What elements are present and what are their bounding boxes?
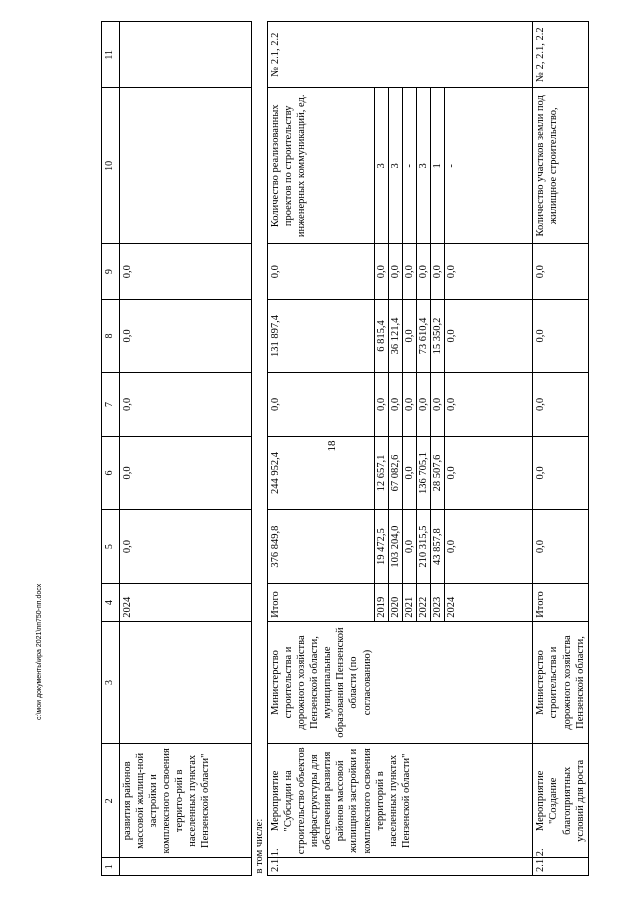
header-cell: 11 xyxy=(102,22,120,89)
cell-indicator-value: 3 xyxy=(374,88,388,244)
cell-indicator-value: 3 xyxy=(388,88,402,244)
cell xyxy=(119,22,251,89)
cell-value: 0,0 xyxy=(402,437,416,510)
header-cell: 5 xyxy=(102,509,120,584)
header-cell: 1 xyxy=(102,858,120,876)
page-number: 18 xyxy=(326,440,338,452)
cell xyxy=(119,858,251,876)
cell-value: 0,0 xyxy=(402,244,416,300)
table-row xyxy=(533,22,589,876)
cell-executor: Министерство строительства и дорожного хозяйства Пензенской области, муниципальные образования Пензенской области (по согласованию) xyxy=(267,621,533,743)
cell-indicator-value: 3 xyxy=(417,88,431,244)
cell-total-label: Итого xyxy=(267,584,374,621)
header-cell: 4 xyxy=(102,584,120,621)
cell-value: 0,0 xyxy=(388,244,402,300)
table-row xyxy=(119,22,251,876)
cell-value: 0,0 xyxy=(402,300,416,373)
in-total-label: в том числе: xyxy=(251,22,267,876)
cell-value: 0,0 xyxy=(533,300,589,373)
cell-year: 2024 xyxy=(445,584,533,621)
cell xyxy=(119,621,251,743)
cell-value: 0,0 xyxy=(267,372,374,436)
cell-value: 0,0 xyxy=(533,437,589,510)
cell-executor: Министерство строительства и дорожного хозяйства Пензенской области, xyxy=(533,621,589,743)
cell-indicator: Количество участков земли под жилищное строительство, xyxy=(533,88,589,244)
cell-year: 2021 xyxy=(402,584,416,621)
cell-value: 244 952,4 xyxy=(267,437,374,510)
cell-value: 67 082,6 xyxy=(388,437,402,510)
header-cell: 7 xyxy=(102,372,120,436)
cell-indicator: Количество реализованных проектов по строительству инженерных коммуникаций, ед. xyxy=(267,88,374,244)
cell-value: 15 350,2 xyxy=(431,300,445,373)
cell-value: 12 657,1 xyxy=(374,437,388,510)
cell-measure-name: развития районов массовой жилищ-ной застройки и комплексного освоения террито-рий в населенных пунктах Пензенской области" xyxy=(119,744,251,858)
cell xyxy=(119,88,251,244)
header-cell: 6 xyxy=(102,437,120,510)
cell-value: 0,0 xyxy=(417,244,431,300)
cell-ref: № 2, 2.1, 2.2 xyxy=(533,22,589,89)
cell-value: 376 849,8 xyxy=(267,509,374,584)
cell-value: 136 705,1 xyxy=(417,437,431,510)
cell-year: 2024 xyxy=(119,584,251,621)
cell-value: 0,0 xyxy=(445,437,533,510)
cell-value: 0,0 xyxy=(445,372,533,436)
cell-value: 0,0 xyxy=(533,372,589,436)
cell-measure-name: Мероприятие "Создание благоприятных условий для роста xyxy=(533,744,589,858)
cell-indicator-value: - xyxy=(402,88,416,244)
cell-value: 0,0 xyxy=(119,437,251,510)
cell-ref: № 2.1, 2.2 xyxy=(267,22,533,89)
header-cell: 9 xyxy=(102,244,120,300)
cell-value: 0,0 xyxy=(119,244,251,300)
cell-value: 0,0 xyxy=(431,244,445,300)
cell-value: 0,0 xyxy=(402,509,416,584)
cell-value: 0,0 xyxy=(417,372,431,436)
header-cell: 2 xyxy=(102,744,120,858)
cell-year: 2020 xyxy=(388,584,402,621)
cell-value: 0,0 xyxy=(445,300,533,373)
cell-value: 0,0 xyxy=(119,372,251,436)
cell-year: 2019 xyxy=(374,584,388,621)
table-row xyxy=(251,22,267,876)
cell-value: 6 815,4 xyxy=(374,300,388,373)
cell-value: 0,0 xyxy=(533,509,589,584)
footer-path: c:\мои документы\ира 2021\пп750-пп.docx xyxy=(36,583,43,720)
cell-indicator-value: 1 xyxy=(431,88,445,244)
cell-value: 28 507,6 xyxy=(431,437,445,510)
header-cell: 3 xyxy=(102,621,120,743)
cell-value: 0,0 xyxy=(374,372,388,436)
header-cell: 10 xyxy=(102,88,120,244)
cell-number: 2.1.2. xyxy=(533,858,589,876)
cell-value: 0,0 xyxy=(533,244,589,300)
cell-value: 103 204,0 xyxy=(388,509,402,584)
cell-total-label: Итого xyxy=(533,584,589,621)
cell-value: 210 315,5 xyxy=(417,509,431,584)
cell-value: 36 121,4 xyxy=(388,300,402,373)
table-sheet xyxy=(101,21,617,876)
cell-value: 0,0 xyxy=(388,372,402,436)
cell-value: 0,0 xyxy=(431,372,445,436)
cell-value: 0,0 xyxy=(445,509,533,584)
cell-value: 43 857,8 xyxy=(431,509,445,584)
cell-value: 0,0 xyxy=(445,244,533,300)
cell-year: 2022 xyxy=(417,584,431,621)
cell-number: 2.1.1. xyxy=(267,858,533,876)
cell-indicator-value: - xyxy=(445,88,533,244)
cell-value: 0,0 xyxy=(119,300,251,373)
cell-value: 0,0 xyxy=(402,372,416,436)
cell-value: 19 472,5 xyxy=(374,509,388,584)
cell-value: 131 897,4 xyxy=(267,300,374,373)
table-row xyxy=(267,22,374,876)
header-cell: 8 xyxy=(102,300,120,373)
cell-value: 0,0 xyxy=(267,244,374,300)
cell-measure-name: Мероприятие "Субсидии на строительство объектов инфраструктуры для обеспечения развития районов массовой жилищной застройки и комплексного освоения территорий в населенных пунктах Пензенской области" xyxy=(267,744,533,858)
cell-year: 2023 xyxy=(431,584,445,621)
program-table xyxy=(101,21,589,876)
cell-value: 73 610,4 xyxy=(417,300,431,373)
cell-value: 0,0 xyxy=(374,244,388,300)
cell-value: 0,0 xyxy=(119,509,251,584)
header-row xyxy=(102,22,120,876)
